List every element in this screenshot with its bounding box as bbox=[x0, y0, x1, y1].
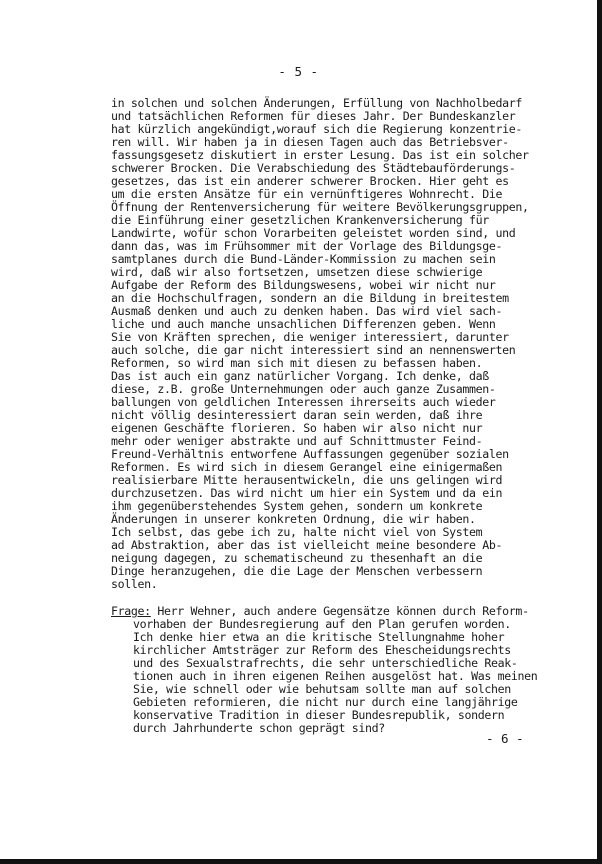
paragraph-gap bbox=[111, 591, 571, 605]
question-line: vorhaben der Bundesregierung auf den Plan gerufen worden. bbox=[133, 617, 511, 631]
text-line: Freund-Verhältnis entworfene Auffassungen gegenüber sozialen bbox=[111, 447, 509, 461]
question-line: und des Sexualstrafrechts, die sehr unterschiedliche Reak- bbox=[133, 656, 518, 670]
text-line: Öffnung der Rentenversicherung für weitere Bevölkerungsgruppen, bbox=[111, 200, 529, 214]
text-line: hat kürzlich angekündigt,worauf sich die Regierung konzentrie- bbox=[111, 122, 523, 136]
text-line: Reformen, so wird man sich mit diesen zu befassen haben. bbox=[111, 356, 483, 370]
body-text bbox=[111, 97, 571, 735]
text-line: sollen. bbox=[111, 577, 158, 591]
next-page-marker: - 6 - bbox=[486, 731, 524, 746]
text-line: ad Abstraktion, aber das ist vielleicht meine besondere Ab- bbox=[111, 538, 503, 552]
text-line: an die Hochschulfragen, sondern an die Bildung in breitestem bbox=[111, 291, 509, 305]
text-line: auch solche, die gar nicht interessiert sind an nennenswerten bbox=[111, 343, 516, 357]
text-line: schwerer Brocken. Die Verabschiedung des Städtebauförderungs- bbox=[111, 161, 516, 175]
text-line: dann das, was im Frühsommer mit der Vorlage des Bildungsge- bbox=[111, 239, 503, 253]
text-line: ihm gegenüberstehendes System gehen, sondern um konkrete bbox=[111, 499, 483, 513]
question-line: kirchlicher Amtsträger zur Reform des Ehescheidungsrechts bbox=[133, 643, 511, 657]
text-line: samtplanes durch die Bund-Länder-Kommission zu machen sein bbox=[111, 252, 496, 266]
text-line: Ausmaß denken und auch zu denken haben. Das wird viel sach- bbox=[111, 304, 503, 318]
text-line: ballungen von geldlichen Interessen ihrerseits auch wieder bbox=[111, 395, 496, 409]
text-line: ren will. Wir haben ja in diesen Tagen auch das Betriebsver- bbox=[111, 135, 509, 149]
answer-paragraph bbox=[111, 97, 571, 591]
text-line: in solchen und solchen Änderungen, Erfüllung von Nachholbedarf bbox=[111, 96, 523, 110]
question-line: tionen auch in ihren eigenen Reihen ausgelöst hat. Was meinen bbox=[133, 669, 538, 683]
question-lines bbox=[111, 618, 571, 735]
text-line: Reformen. Es wird sich in diesem Gerangel eine einigermaßen bbox=[111, 460, 503, 474]
question-line: durch Jahrhunderte schon geprägt sind? bbox=[133, 721, 385, 735]
question-first-line-text: Herr Wehner, auch andere Gegensätze können durch Reform- bbox=[150, 604, 529, 618]
page-number: - 5 - bbox=[278, 64, 319, 79]
text-line: neigung dagegen, zu schematischeund zu thesenhaft an die bbox=[111, 551, 483, 565]
text-line: Landwirte, wofür schon Vorarbeiten geleistet worden sind, und bbox=[111, 226, 516, 240]
text-line: gesetzes, das ist ein anderer schwerer Brocken. Hier geht es bbox=[111, 174, 509, 188]
text-line: Ich selbst, das gebe ich zu, halte nicht viel von System bbox=[111, 525, 483, 539]
text-line: realisierbare Mitte herausentwickeln, die uns gelingen wird bbox=[111, 473, 503, 487]
question-label: Frage: bbox=[111, 604, 151, 618]
text-line: Das ist auch ein ganz natürlicher Vorgang. Ich denke, daß bbox=[111, 369, 489, 383]
text-line: liche und auch manche unsachlichen Differenzen geben. Wenn bbox=[111, 317, 496, 331]
text-line: diese, z.B. große Unternehmungen oder auch ganze Zusammen- bbox=[111, 382, 496, 396]
text-line: und tatsächlichen Reformen für dieses Jahr. Der Bundeskanzler bbox=[111, 109, 516, 123]
text-line: durchzusetzen. Das wird nicht um hier ein System und da ein bbox=[111, 486, 503, 500]
text-line: Dinge heranzugehen, die die Lage der Menschen verbessern bbox=[111, 564, 483, 578]
text-line: eigenen Geschäfte florieren. So haben wir also nicht nur bbox=[111, 421, 483, 435]
text-line: mehr oder weniger abstrakte und auf Schnittmuster Feind- bbox=[111, 434, 483, 448]
text-line: Aufgabe der Reform des Bildungswesens, wobei wir nicht nur bbox=[111, 278, 496, 292]
text-line: um die ersten Ansätze für ein vernünftigeres Wohnrecht. Die bbox=[111, 187, 503, 201]
text-line: wird, daß wir also fortsetzen, umsetzen diese schwierige bbox=[111, 265, 483, 279]
text-line: fassungsgesetz diskutiert in erster Lesung. Das ist ein solcher bbox=[111, 148, 529, 162]
question-line: konservative Tradition in dieser Bundesrepublik, sondern bbox=[133, 708, 505, 722]
text-line: Sie von Kräften sprechen, die weniger interessiert, darunter bbox=[111, 330, 509, 344]
question-line: Gebieten reformieren, die nicht nur durch eine langjährige bbox=[133, 695, 518, 709]
question-line: Sie, wie schnell oder wie behutsam sollte man auf solchen bbox=[133, 682, 511, 696]
text-line: die Einführung einer gesetzlichen Krankenversicherung für bbox=[111, 213, 489, 227]
question-line: Ich denke hier etwa an die kritische Stellungnahme hoher bbox=[133, 630, 505, 644]
question-paragraph bbox=[111, 605, 571, 735]
text-line: nicht völlig desinteressiert daran sein werden, daß ihre bbox=[111, 408, 483, 422]
text-line: Änderungen in unserer konkreten Ordnung, die wir haben. bbox=[111, 512, 476, 526]
